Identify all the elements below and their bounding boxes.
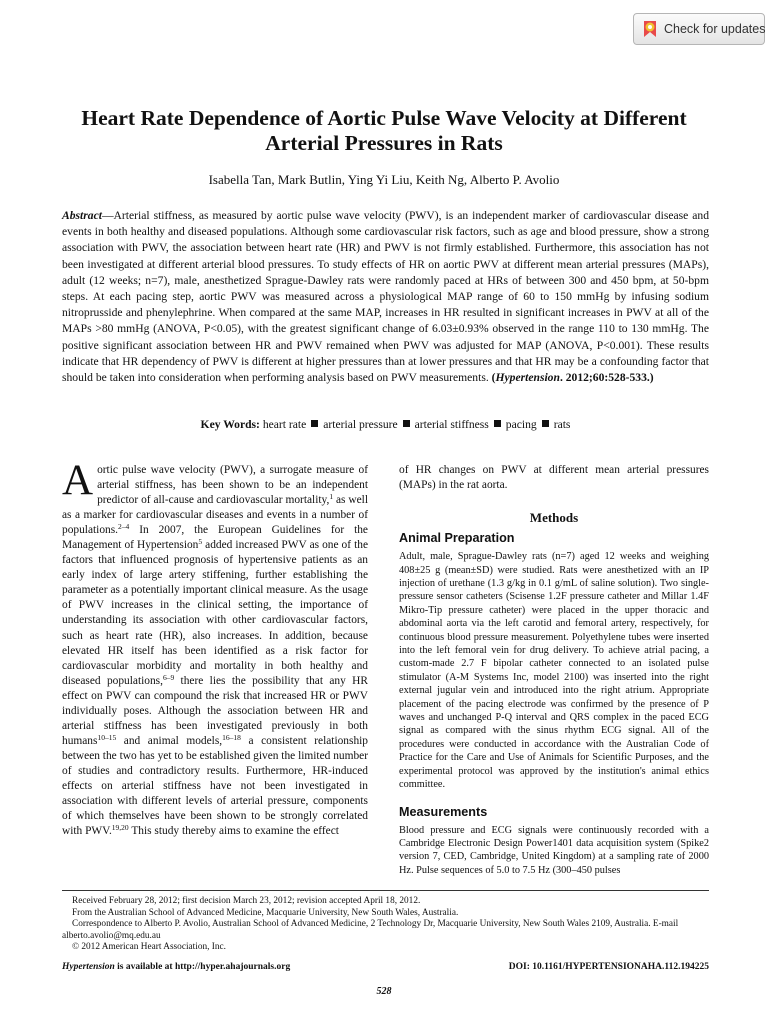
article-title: Heart Rate Dependence of Aortic Pulse Wave Velocity at Different Arterial Pressures in Rats	[81, 106, 687, 155]
footnote-divider	[62, 890, 709, 891]
methods-heading: Methods	[529, 510, 579, 526]
page-number: 528	[376, 986, 392, 997]
reference-marker: 10–15	[97, 732, 117, 742]
footnotes	[62, 896, 709, 954]
introduction-column: Aortic pulse wave velocity (PWV), a surrogate measure of arterial stiffness, has been shown to be an independent predictor of all-cause and cardiovascular mortality,$^1$ as well as a marker for cardiovascular diseases and events in a number of populations.$^{2-4}$ In 2007, the European Guidelines for the Management of Hypertension$^5$ added increased PWV as one of the factors that influenced prognosis of hypertensive patients as an early index of large artery stiffening, further establishing the parameter as a potentially important clinical measure. As the usage of PWV increases in the clinical setting, the importance of understanding its association with other cardiovascular factors, such as heart rate (HR), also increases. In addition, because elevated HR itself has been identified as a risk factor for cardiovascular morbidity and mortality in both healthy and diseased populations,$^{6-9}$ there lies the possibility that any HR effect on PWV can compound the risk that increased HR or PWV individually poses. Although the association between HR and arterial stiffness has been investigated previously in both humans$^{10-15}$ and animal models,$^{16-18}$ a consistent relationship between the two has yet to be established given the limited number of studies and contradictory results. Furthermore, HR-induced effects on arterial stiffness have not been investigated in association with different levels of arterial pressure, components of which themselves have been shown to be strongly correlated with PWV.$^{19,20}$ This study thereby aims to examine the effect	[62, 457, 368, 838]
abstract-dash: —	[101, 209, 114, 222]
key-words	[62, 418, 709, 431]
crossmark-icon	[642, 19, 658, 39]
reference-marker: 16–18	[222, 732, 241, 742]
abstract-citation: (Hypertension. 2012;60:528-533.)	[491, 371, 654, 385]
keyword: pacing	[505, 418, 537, 431]
reference-marker: 2–4	[118, 522, 130, 532]
keyword: arterial stiffness	[414, 418, 489, 431]
measurements-text: Blood pressure and ECG signals were continuously recorded with a Cambridge Electronic Design Power1401 data acquisition system (Spike2 version 7, CED, Cambridge, United Kingdom) at a sampling rate of 2000 Hz. Pulse sequences of 5.0 to 7.5 Hz (300–450 pulses	[399, 824, 709, 876]
keyword: heart rate	[262, 418, 307, 431]
received-note: Received February 28, 2012; first decision March 23, 2012; revision accepted April 18, 2012.	[72, 896, 421, 906]
square-bullet-icon	[311, 420, 318, 427]
measurements-heading: Measurements	[399, 804, 488, 819]
abstract	[62, 208, 709, 386]
check-for-updates-label: Check for updates	[664, 22, 766, 36]
journal-availability: Hypertension is available at http://hyper.ahajournals.org	[62, 962, 291, 972]
check-for-updates-button[interactable]	[633, 13, 765, 45]
reference-marker: 1	[329, 492, 334, 502]
reference-marker: 5	[198, 537, 203, 547]
animal-preparation-text: Adult, male, Sprague-Dawley rats (n=7) aged 12 weeks and weighing 408±25 g (mean±SD) were studied. Rats were anesthetized with an IP injection of urethane (1.3 g/kg in 0.1 g/mL of saline solution). Two single-pressure sensor catheters (Scisense 1.2F pressure catheter and Millar 1.4F Mikro-Tip pressure catheter) were placed in the upper thoracic and abdominal aorta via the left carotid and femoral artery, respectively, for continuous blood pressure measurement. Polyethylene tubes were inserted into the left femoral vein for drug delivery. To achieve atrial pacing, a custom-made 2.7 F bipolar catheter connected to an isolated pulse stimulator (A-M Systems Inc, model 2100) was inserted into the right external jugular vein and introduced into the right atrium. Appropriate placement of the pacing electrode was confirmed by the presence of P waves and unchanged P-Q interval and QRS complex in the paced ECG signal as compared with the sinus rhythm ECG signal. All of the procedures were conducted in accordance with the Australian Code of Practice for the Care and Use of Animals for Scientific Purposes, and the experimental protocol was approved by the institution's animal ethics committee.	[399, 551, 709, 791]
animal-preparation-heading: Animal Preparation	[399, 531, 515, 546]
square-bullet-icon	[542, 420, 549, 427]
correspondence-note: Correspondence to Alberto P. Avolio, Australian School of Advanced Medicine, 2 Technology Dr, Macquarie University, New South Wales 2109, Australia. E-mail alberto.avolio@mq.edu.au	[62, 919, 679, 941]
abstract-text: Arterial stiffness, as measured by aortic pulse wave velocity (PWV), is an independent marker of cardiovascular disease and events in both healthy and diseased populations. Although some cardiovascular risk factors, such as age and blood pressure, show a strong association with PWV, the association between heart rate (HR) and PWV is not firmly established. Furthermore, this association has not been investigated at different arterial blood pressures. To study effects of HR on aortic PWV at different mean arterial pressures (MAPs), adult (12 weeks; n=7), male, anesthetized Sprague-Dawley rats were randomly paced at HRs of between 300 and 450 bpm, at 50-bpm steps. At each pacing step, aortic PWV was measured across a physiological MAP range of 60 to 150 mmHg by infusing sodium nitroprusside and phenylephrine. When compared at the same MAP, increases in HR resulted in significant increases in PWV at all of the MAPs >80 mmHg (ANOVA, P<0.05), with the greatest significant change of 6.03±0.93% observed in the range 110 to 130 mmHg. The positive significant association between HR and PWV remained when PWV was adjusted for MAP (ANOVA, P<0.001). These results indicate that HR dependency of PWV is different at higher pressures than at lower pressures and that HR may be a confounding factor that should be taken into consideration when performing analysis based on PWV measurements.	[62, 209, 709, 385]
author-list: Isabella Tan, Mark Butlin, Ying Yi Liu, Keith Ng, Alberto P. Avolio	[208, 172, 560, 187]
introduction-continuation: of HR changes on PWV at different mean arterial pressures (MAPs) in the rat aorta.	[399, 464, 709, 492]
doi: DOI: 10.1161/HYPERTENSIONAHA.112.194225	[508, 962, 709, 972]
methods-column	[399, 463, 709, 877]
keyword: rats	[553, 418, 571, 431]
journal-footer	[62, 962, 709, 972]
square-bullet-icon	[494, 420, 501, 427]
copyright-note: © 2012 American Heart Association, Inc.	[72, 942, 226, 953]
drop-cap: A	[62, 457, 94, 504]
keyword: arterial pressure	[323, 418, 398, 431]
key-words-label: Key Words:	[200, 418, 260, 431]
affiliation-note: From the Australian School of Advanced Medicine, Macquarie University, New South Wales, Australia.	[72, 907, 459, 918]
reference-marker: 6–9	[162, 672, 175, 682]
reference-marker: 19,20	[111, 823, 129, 833]
citation-journal: Hypertension	[495, 371, 560, 385]
square-bullet-icon	[403, 420, 410, 427]
abstract-label: Abstract	[62, 209, 102, 222]
